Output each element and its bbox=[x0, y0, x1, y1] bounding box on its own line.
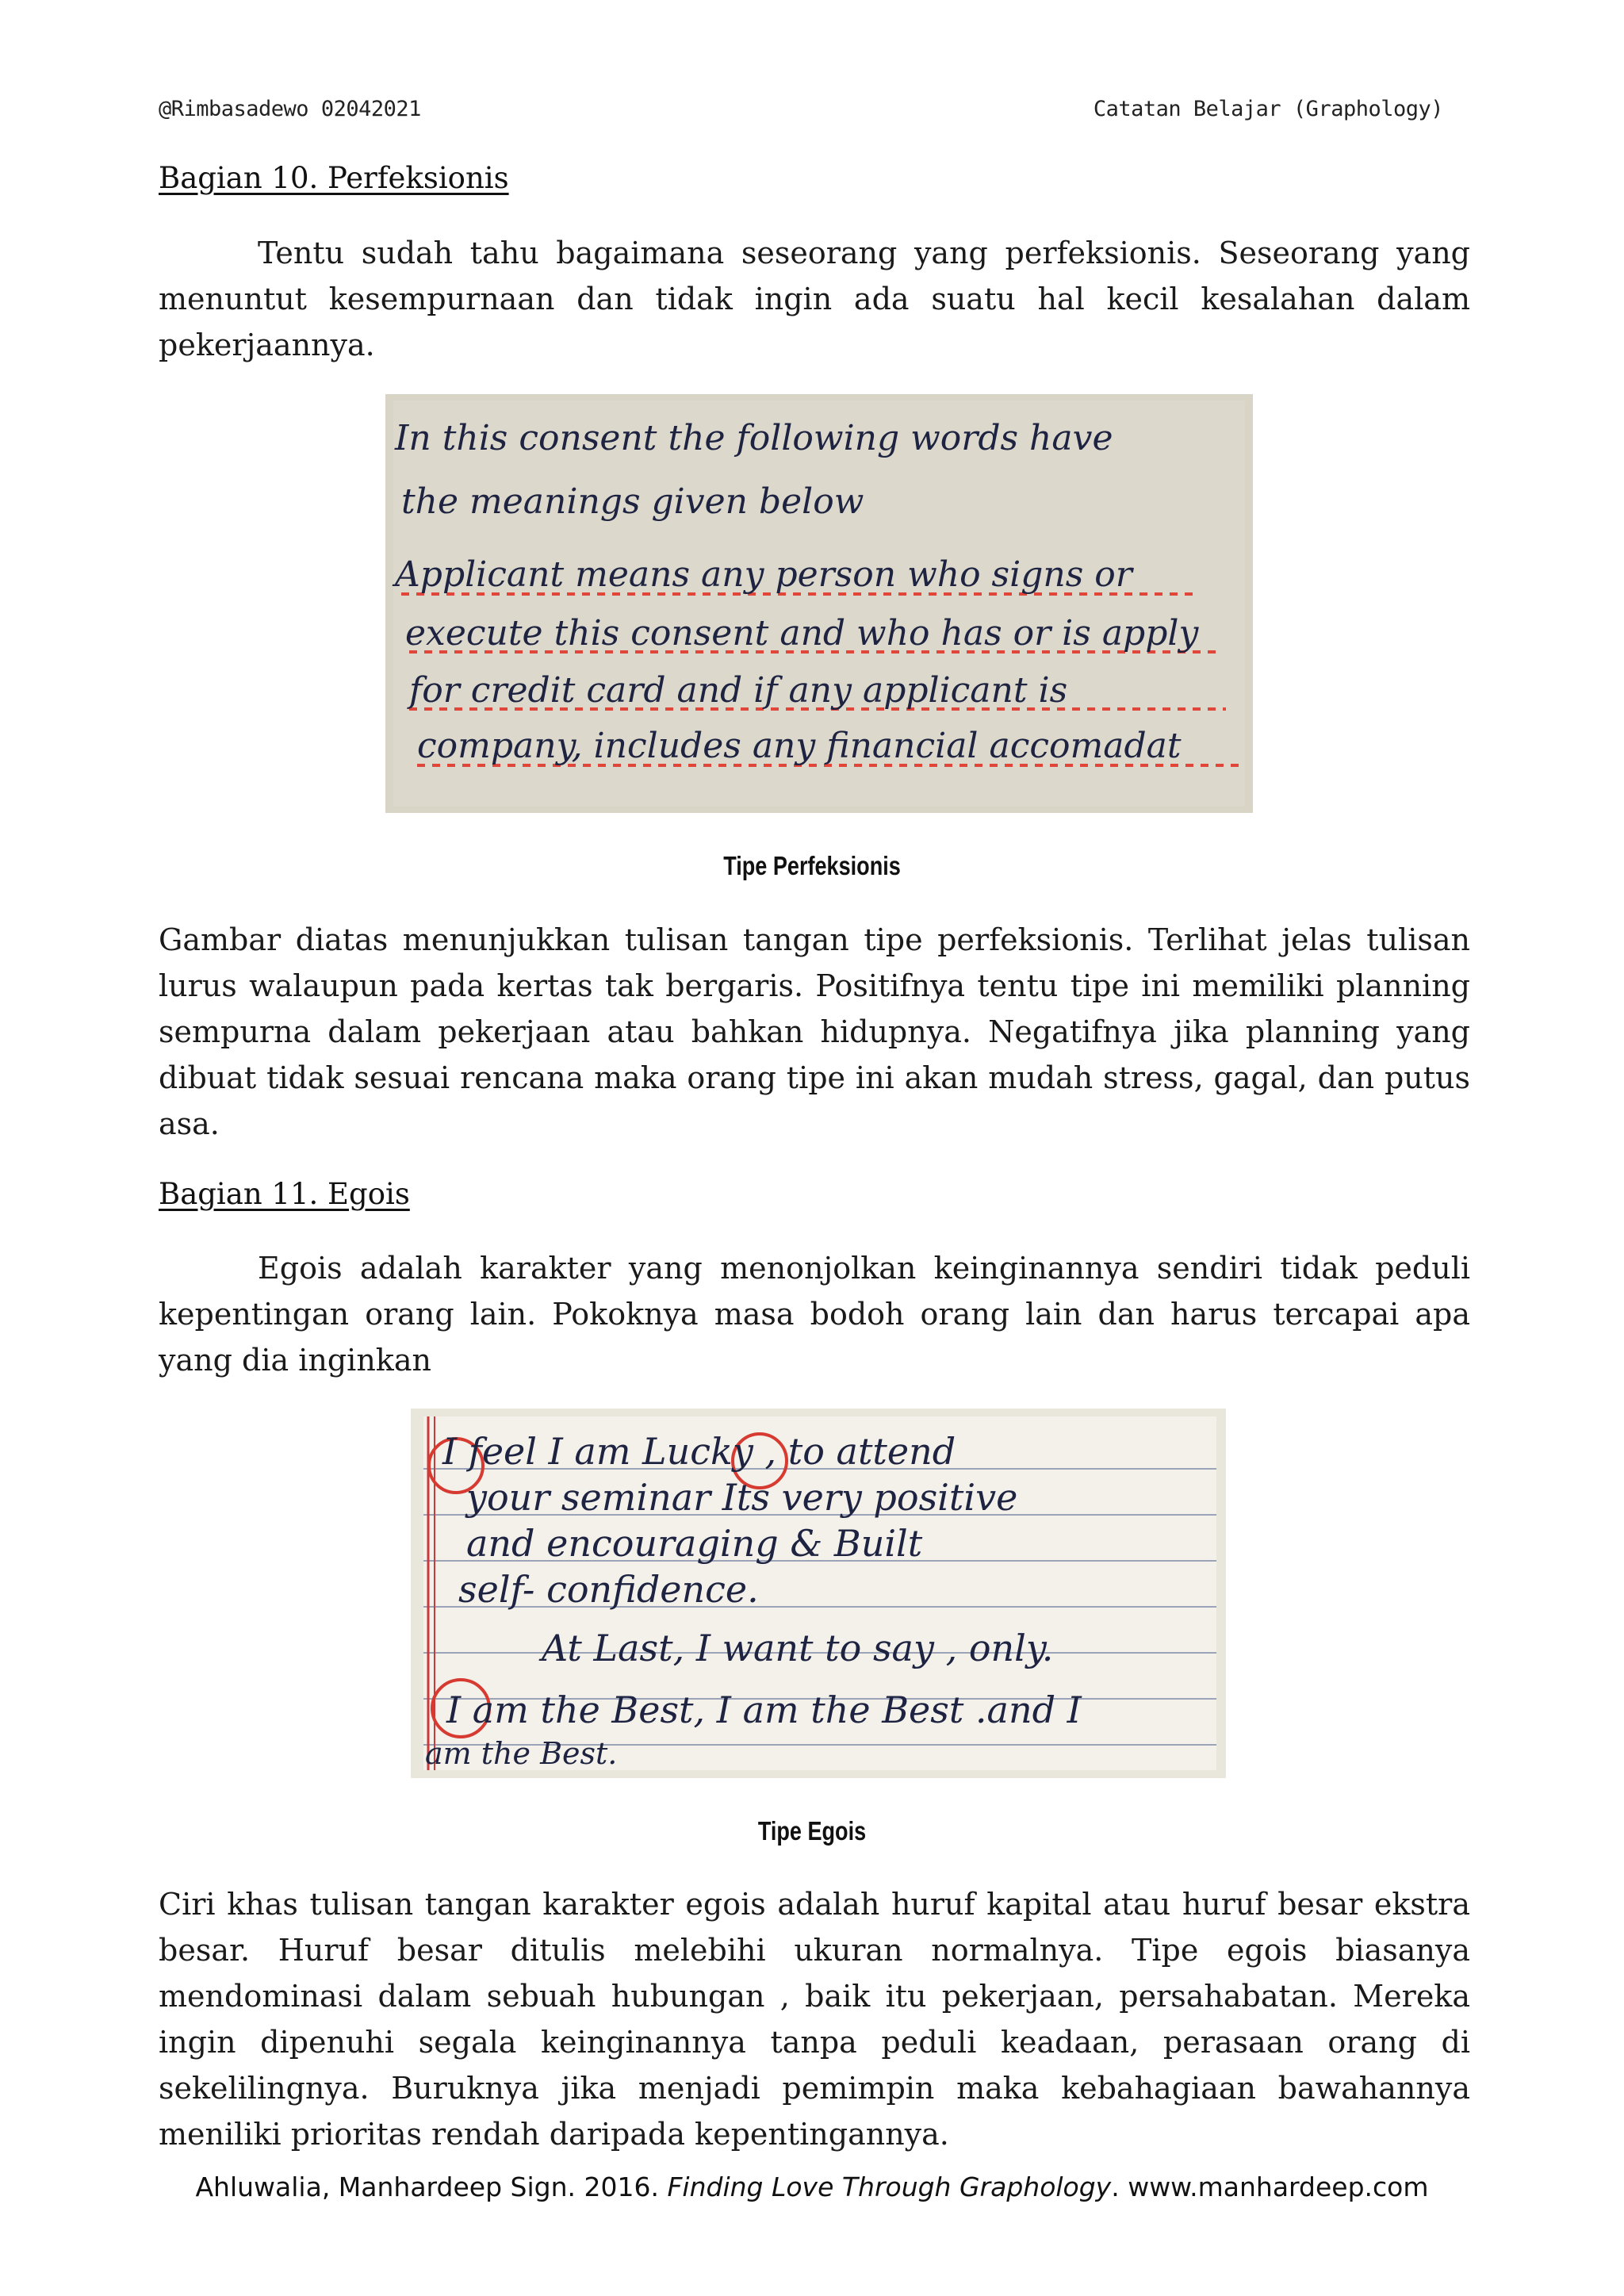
header-left: @Rimbasadewo 02042021 bbox=[159, 97, 421, 121]
handwriting-line: Applicant means any person who signs or bbox=[395, 554, 1132, 595]
footer-suffix: . www.manhardeep.com bbox=[1111, 2171, 1429, 2202]
handwriting-line: At Last, I want to say , only. bbox=[542, 1627, 1054, 1669]
footer-citation bbox=[0, 2171, 1624, 2202]
handwriting-line: your seminar Its very positive bbox=[466, 1476, 1018, 1519]
handwriting-line: am the Best. bbox=[425, 1736, 618, 1771]
handwriting-line: I am the Best, I am the Best .and I bbox=[446, 1688, 1082, 1731]
footer-prefix: Ahluwalia, Manhardeep Sign. 2016. bbox=[195, 2171, 668, 2202]
section-11-heading: Bagian 11. Egois bbox=[159, 1177, 410, 1211]
section-10-heading: Bagian 10. Perfeksionis bbox=[159, 161, 509, 195]
handwriting-line: for credit card and if any applicant is bbox=[409, 670, 1068, 711]
perfeksionis-handwriting-image bbox=[385, 394, 1253, 813]
section-11-body: Ciri khas tulisan tangan karakter egois adalah huruf kapital atau huruf besar ekstra besar. Huruf besar ditulis melebihi ukuran normalnya. Tipe egois biasanya mendominasi dalam sebuah hubungan , baik itu pekerjaan, persahabatan. Mereka ingin dipenuhi segala keinginannya tanpa peduli keadaan, perasaan orang di sekelilingnya. Buruknya jika menjadi pemimpin maka kebahagiaan bawahannya meniliki prioritas rendah daripada kepentingannya. bbox=[159, 1887, 1470, 2152]
caption-egois: Tipe Egois bbox=[757, 1816, 867, 1846]
handwriting-line: and encouraging & Built bbox=[466, 1522, 923, 1565]
section-11-intro: Egois adalah karakter yang menonjolkan keinginannya sendiri tidak peduli kepentingan orang lain. Pokoknya masa bodoh orang lain dan harus tercapai apa yang dia inginkan bbox=[159, 1251, 1470, 1378]
section-10-body: Gambar diatas menunjukkan tulisan tangan tipe perfeksionis. Terlihat jelas tulisan lurus walaupun pada kertas tak bergaris. Positifnya tentu tipe ini memiliki planning sempurna dalam pekerjaan atau bahkan hidupnya. Negatifnya jika planning yang dibuat tidak sesuai rencana maka orang tipe ini akan mudah stress, gagal, dan putus asa. bbox=[159, 922, 1470, 1141]
egois-handwriting-image bbox=[411, 1409, 1226, 1778]
handwriting-line: self- confidence. bbox=[458, 1568, 759, 1611]
footer-book-title: Finding Love Through Graphology bbox=[667, 2171, 1112, 2202]
handwriting-line: the meanings given below bbox=[401, 481, 864, 522]
handwriting-line: I feel I am Lucky , to attend bbox=[442, 1430, 956, 1473]
handwriting-line: execute this consent and who has or is apply bbox=[405, 613, 1199, 654]
caption-perfeksionis: Tipe Perfeksionis bbox=[723, 851, 901, 880]
handwriting-line: company, includes any financial accomadat bbox=[417, 726, 1182, 766]
handwriting-line: In this consent the following words have bbox=[395, 418, 1113, 458]
section-10-intro: Tentu sudah tahu bagaimana seseorang yang perfeksionis. Seseorang yang menuntut kesempurnaan dan tidak ingin ada suatu hal kecil kesalahan dalam pekerjaannya. bbox=[159, 236, 1470, 362]
header-right: Catatan Belajar (Graphology) bbox=[1093, 97, 1443, 121]
